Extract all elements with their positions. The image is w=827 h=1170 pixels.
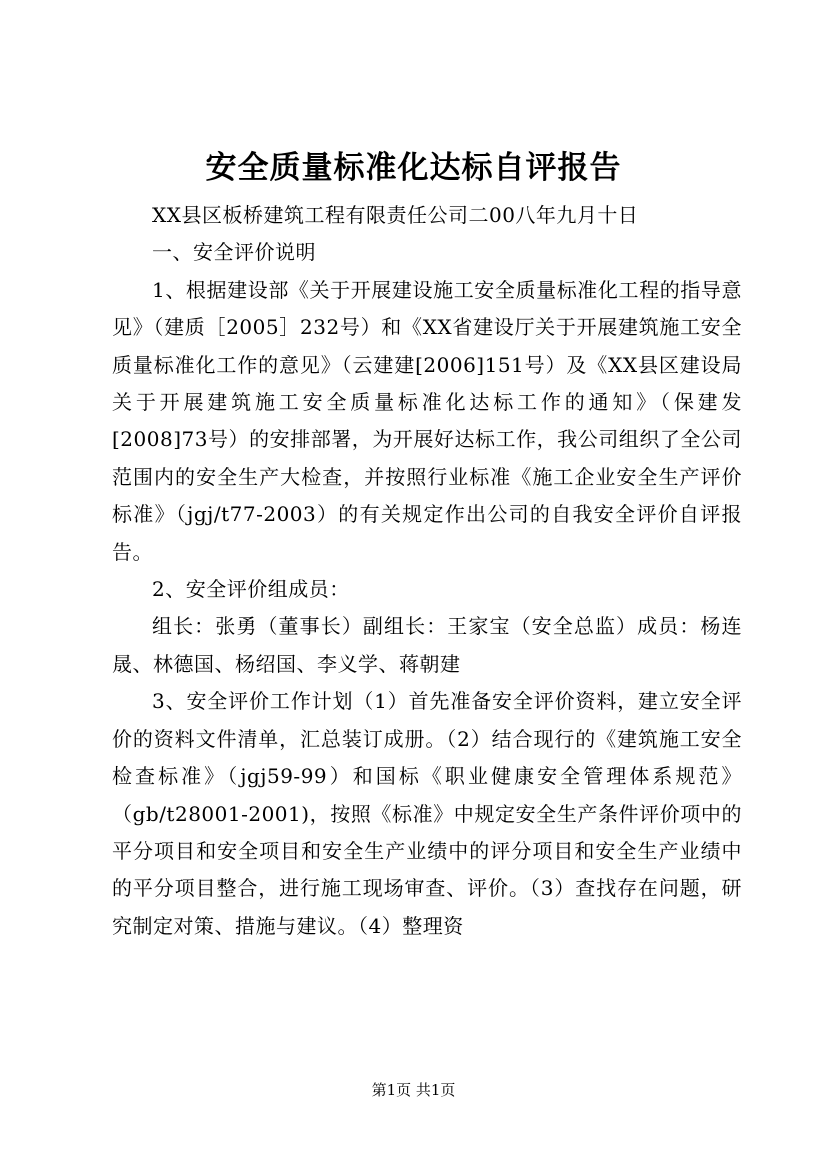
paragraph-company-date: XX县区板桥建筑工程有限责任公司二00八年九月十日: [152, 203, 639, 227]
paragraph-work-plan: 3、安全评价工作计划（1）首先准备安全评价资料，建立安全评价的资料文件清单，汇总装订成册。（2）结合现行的《建筑施工安全检查标准》（jgj59-99）和国标《职业健康安全管理体系规范》（gb/t28001-2001)，按照《标准》中规定安全生产条件评价项中的平分项目和安全项目和安全生产业绩中的评分项目和安全生产业绩中的平分项目整合，进行施工现场审查、评价。（3）查找存在问题，研究制定对策、措施与建议。（4）整理资: [112, 689, 742, 938]
paragraph-members: 组长：张勇（董事长）副组长：王家宝（安全总监）成员：杨连晟、林德国、杨绍国、李义学、蒋朝建: [112, 614, 742, 676]
document-body: [112, 197, 742, 945]
document-title: 安全质量标准化达标自评报告: [205, 150, 622, 186]
paragraph-members-heading: 2、安全评价组成员：: [152, 577, 350, 602]
page-footer: 第1页 共1页: [371, 1081, 456, 1099]
paragraph-section-heading: 一、安全评价说明: [152, 240, 316, 265]
paragraph-basis: 1、根据建设部《关于开展建设施工安全质量标准化工程的指导意见》（建质［2005］232号）和《XX省建设厅关于开展建筑施工安全质量标准化工作的意见》（云建建[2006]151号）及《XX县区建设局关于开展建筑施工安全质量标准化达标工作的通知》（保建发[2008]73号）的安排部署，为开展好达标工作，我公司组织了全公司范围内的安全生产大检查，并按照行业标准《施工企业安全生产评价标准》（jgj/t77-2003）的有关规定作出公司的自我安全评价自评报告。: [112, 277, 742, 564]
